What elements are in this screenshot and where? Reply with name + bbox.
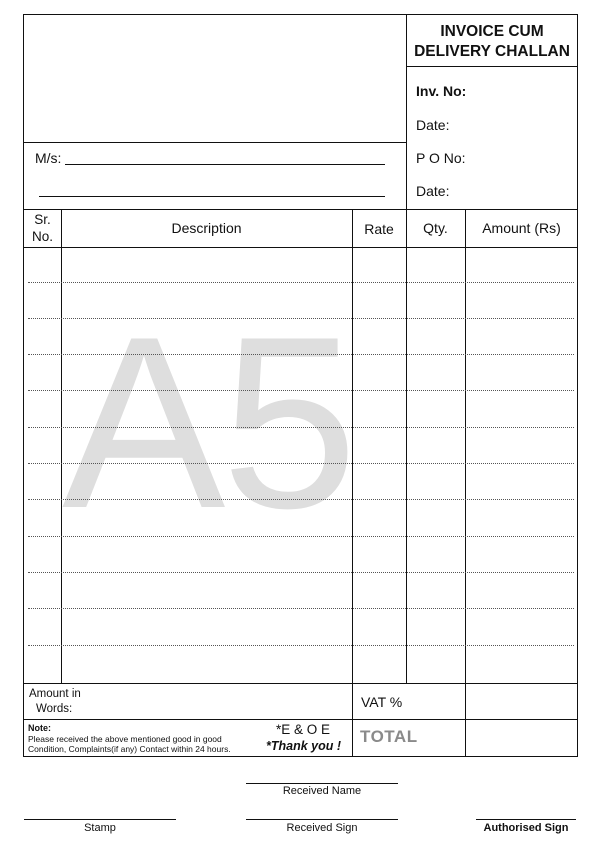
amount-in-words-label-1: Amount in [29,688,81,700]
table-row-line[interactable] [28,282,574,283]
table-row-line[interactable] [28,390,574,391]
col-divider-description [352,209,353,756]
table-header-bottom [23,247,578,248]
col-header-rate: Rate [364,221,394,237]
col-header-qty: Qty. [423,220,448,236]
title-line-1: INVOICE CUM [440,23,544,40]
received-sign-label: Received Sign [286,822,358,834]
note-text-2: Condition, Complaints(if any) Contact within 24 hours. [28,744,231,754]
col-header-description: Description [171,220,242,236]
footer-top-line [23,683,578,684]
ms-line-1[interactable] [65,164,385,165]
total-label: TOTAL [360,727,418,746]
stamp-label: Stamp [84,822,116,834]
po-no-label: P O No: [416,150,466,166]
title-underline [406,66,578,67]
col-divider-rate [406,209,407,683]
col-header-sr-line1: Sr. [34,212,51,227]
ms-label: M/s: [35,150,62,166]
date-label-1: Date: [416,117,450,133]
table-row-line[interactable] [28,645,574,646]
table-row-line[interactable] [28,354,574,355]
date-label-2: Date: [416,183,450,199]
table-top-line [23,209,578,210]
received-name-line[interactable] [246,783,398,784]
eoe-text: *E & O E [276,722,331,737]
table-row-line[interactable] [28,427,574,428]
received-sign-line[interactable] [246,819,398,820]
inv-no-label: Inv. No: [416,83,467,99]
col-header-sr-line2: No. [31,229,53,244]
stamp-line[interactable] [24,819,176,820]
table-row-line[interactable] [28,608,574,609]
thank-you-text: *Thank you ! [266,739,342,753]
vat-label: VAT % [361,694,403,710]
table-row-line[interactable] [28,572,574,573]
table-row-line[interactable] [28,463,574,464]
note-label: Note: [28,723,51,733]
authorised-sign-label: Authorised Sign [483,822,569,834]
col-divider-sr [61,209,62,683]
watermark-a5: A5 [62,285,354,559]
amount-in-words-label-2: Words: [36,703,73,715]
col-header-amount: Amount (Rs) [482,220,561,236]
footer-middle-line [23,719,578,720]
authorised-sign-line[interactable] [476,819,576,820]
table-row-line[interactable] [28,499,574,500]
table-row-line[interactable] [28,536,574,537]
col-divider-qty [465,209,466,756]
title-line-2: DELIVERY CHALLAN [414,43,570,60]
ms-section-top [23,142,406,143]
table-row-line[interactable] [28,318,574,319]
note-text-1: Please received the above mentioned good in good [28,734,222,744]
ms-line-2[interactable] [39,196,385,197]
received-name-label: Received Name [282,785,362,797]
